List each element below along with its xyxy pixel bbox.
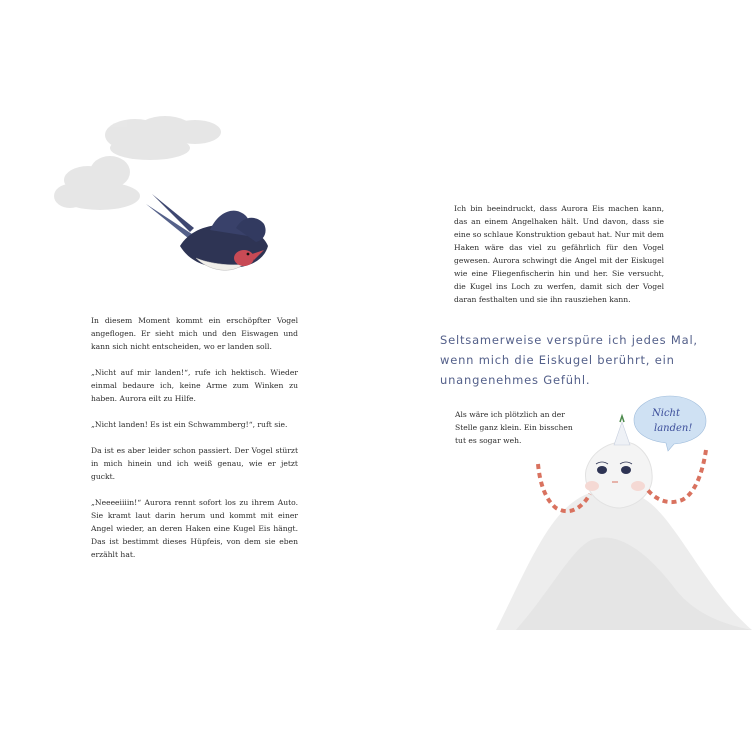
left-paragraph-2: „Nicht auf mir landen!“, rufe ich hektisch. Wieder einmal bedaure ich, keine Arme zum Winken zu haben. Aurora eilt zu Hilfe.	[91, 368, 298, 403]
right-paragraph: Ich bin beeindruckt, dass Aurora Eis machen kann, das an einem Angelhaken hält. Und davon, dass sie eine so schlaue Konstruktion gebaut hat. Nur mit dem Haken wäre das viel zu gefährlich für den Vogel gewesen. Aurora schwingt die Angel mit der Eiskugel wie eine Fliegenfischerin hin und her. Sie versucht, die Kugel ins Loch zu werfen, damit sich der Vogel daran festhalten und sie ihn rausziehen kann.	[454, 204, 664, 304]
speech-bubble-line-2: landen!	[654, 423, 693, 434]
left-paragraph-5: „Neeeeiiiin!“ Aurora rennt sofort los zu ihrem Auto. Sie kramt laut darin herum und kommt mit einer Angel wieder, an deren Haken eine Kugel Eis hängt. Das ist bestimmt dieses Hüpfeis, von dem sie eben erzählt hat.	[91, 498, 298, 559]
speech-bubble	[630, 393, 710, 453]
bird-illustration	[140, 180, 280, 280]
highlight-paragraph: Seltsamerweise verspüre ich jedes Mal, wenn mich die Eiskugel berührt, ein unangenehmes Gefühl.	[440, 333, 698, 387]
left-paragraph-1: In diesem Moment kommt ein erschöpfter Vogel angeflogen. Er sieht mich und den Eiswagen und kann sich nicht entscheiden, wo er landen soll.	[91, 316, 298, 351]
left-paragraph-4: Da ist es aber leider schon passiert. Der Vogel stürzt in mich hinein und ich weiß genau, wie er jetzt guckt.	[91, 446, 298, 481]
small-paragraph: Als wäre ich plötzlich an der Stelle ganz klein. Ein bisschen tut es sogar weh.	[455, 410, 573, 445]
speech-bubble-line-1: Nicht	[652, 408, 681, 419]
left-paragraph-3: „Nicht landen! Es ist ein Schwammberg!“, ruft sie.	[91, 420, 288, 429]
right-page	[376, 0, 752, 752]
